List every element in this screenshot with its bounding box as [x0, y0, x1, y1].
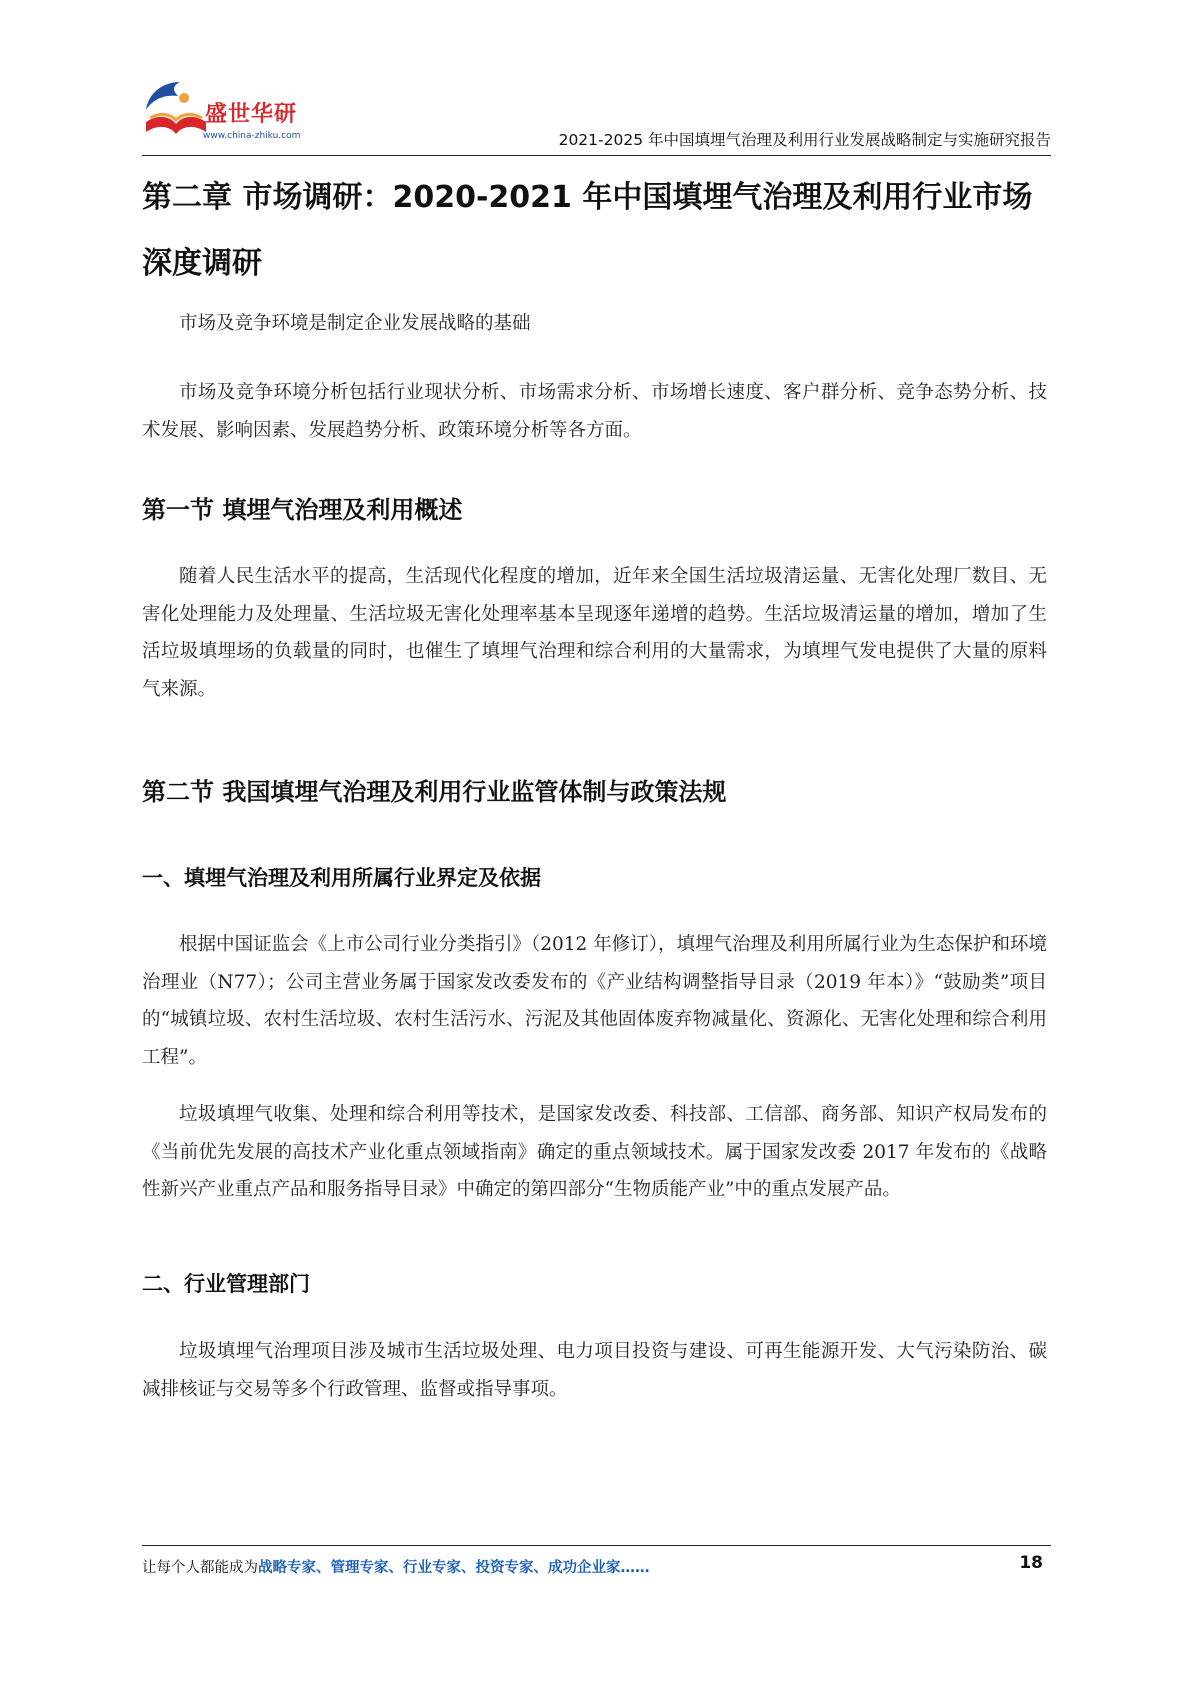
footer-divider — [142, 1545, 1051, 1546]
section-1-paragraph: 随着人民生活水平的提高，生活现代化程度的增加，近年来全国生活垃圾清运量、无害化处理厂数目、无害化处理能力及处理量、生活垃圾无害化处理率基本呈现逐年递增的趋势。生活垃圾清运量的增加，增加了生活垃圾填埋场的负载量的同时，也催生了填埋气治理和综合利用的大量需求，为填埋气发电提供了大量的原料气来源。 — [142, 566, 1047, 700]
subsection-1-heading: 一、填埋气治理及利用所属行业界定及依据 — [142, 866, 541, 890]
subsection-1-paragraph-1: 根据中国证监会《上市公司行业分类指引》（2012 年修订），填埋气治理及利用所属行业为生态保护和环境治理业（N77）；公司主营业务属于国家发改委发布的《产业结构调整指导目录（2019 年本）》“鼓励类”项目的“城镇垃圾、农村生活垃圾、农村生活污水、污泥及其他固体废弃物减量化、资源化、无害化处理和综合利用工程”。 — [142, 934, 1047, 1068]
intro-paragraph-1: 市场及竞争环境是制定企业发展战略的基础 — [179, 313, 531, 334]
footer-slogan — [142, 1556, 650, 1577]
logo-url: www.china-zhiku.com — [203, 131, 301, 141]
subsection-2-paragraph: 垃圾填埋气治理项目涉及城市生活垃圾处理、电力项目投资与建设、可再生能源开发、大气污染防治、碳减排核证与交易等多个行政管理、监督或指导事项。 — [142, 1341, 1047, 1400]
header-divider — [142, 155, 1051, 156]
subsection-1-paragraph-2: 垃圾填埋气收集、处理和综合利用等技术，是国家发改委、科技部、工信部、商务部、知识产权局发布的《当前优先发展的高技术产业化重点领域指南》确定的重点领域技术。属于国家发改委 2017 年发布的《战略性新兴产业重点产品和服务指导目录》中确定的第四部分“生物质能产业”中的重点发展产品。 — [142, 1104, 1047, 1200]
logo-book-icon — [140, 78, 210, 148]
report-title: 2021-2025 年中国填埋气治理及利用行业发展战略制定与实施研究报告 — [558, 131, 1051, 149]
section-1-heading: 第一节 填埋气治理及利用概述 — [142, 496, 463, 524]
section-2-heading: 第二节 我国填埋气治理及利用行业监管体制与政策法规 — [142, 778, 727, 806]
subsection-2-heading: 二、行业管理部门 — [142, 1272, 310, 1296]
footer-slogan-prefix: 让每个人都能成为 — [142, 1560, 258, 1576]
chapter-title: 第二章 市场调研：2020-2021 年中国填埋气治理及利用行业市场深度调研 — [142, 180, 1033, 281]
page-number: 18 — [1019, 1553, 1043, 1573]
footer-slogan-highlight: 战略专家、管理专家、行业专家、投资专家、成功企业家…… — [258, 1560, 650, 1576]
intro-paragraph-2: 市场及竞争环境分析包括行业现状分析、市场需求分析、市场增长速度、客户群分析、竞争态势分析、技术发展、影响因素、发展趋势分析、政策环境分析等各方面。 — [142, 382, 1047, 441]
logo-text: 盛世华研 — [205, 102, 298, 127]
